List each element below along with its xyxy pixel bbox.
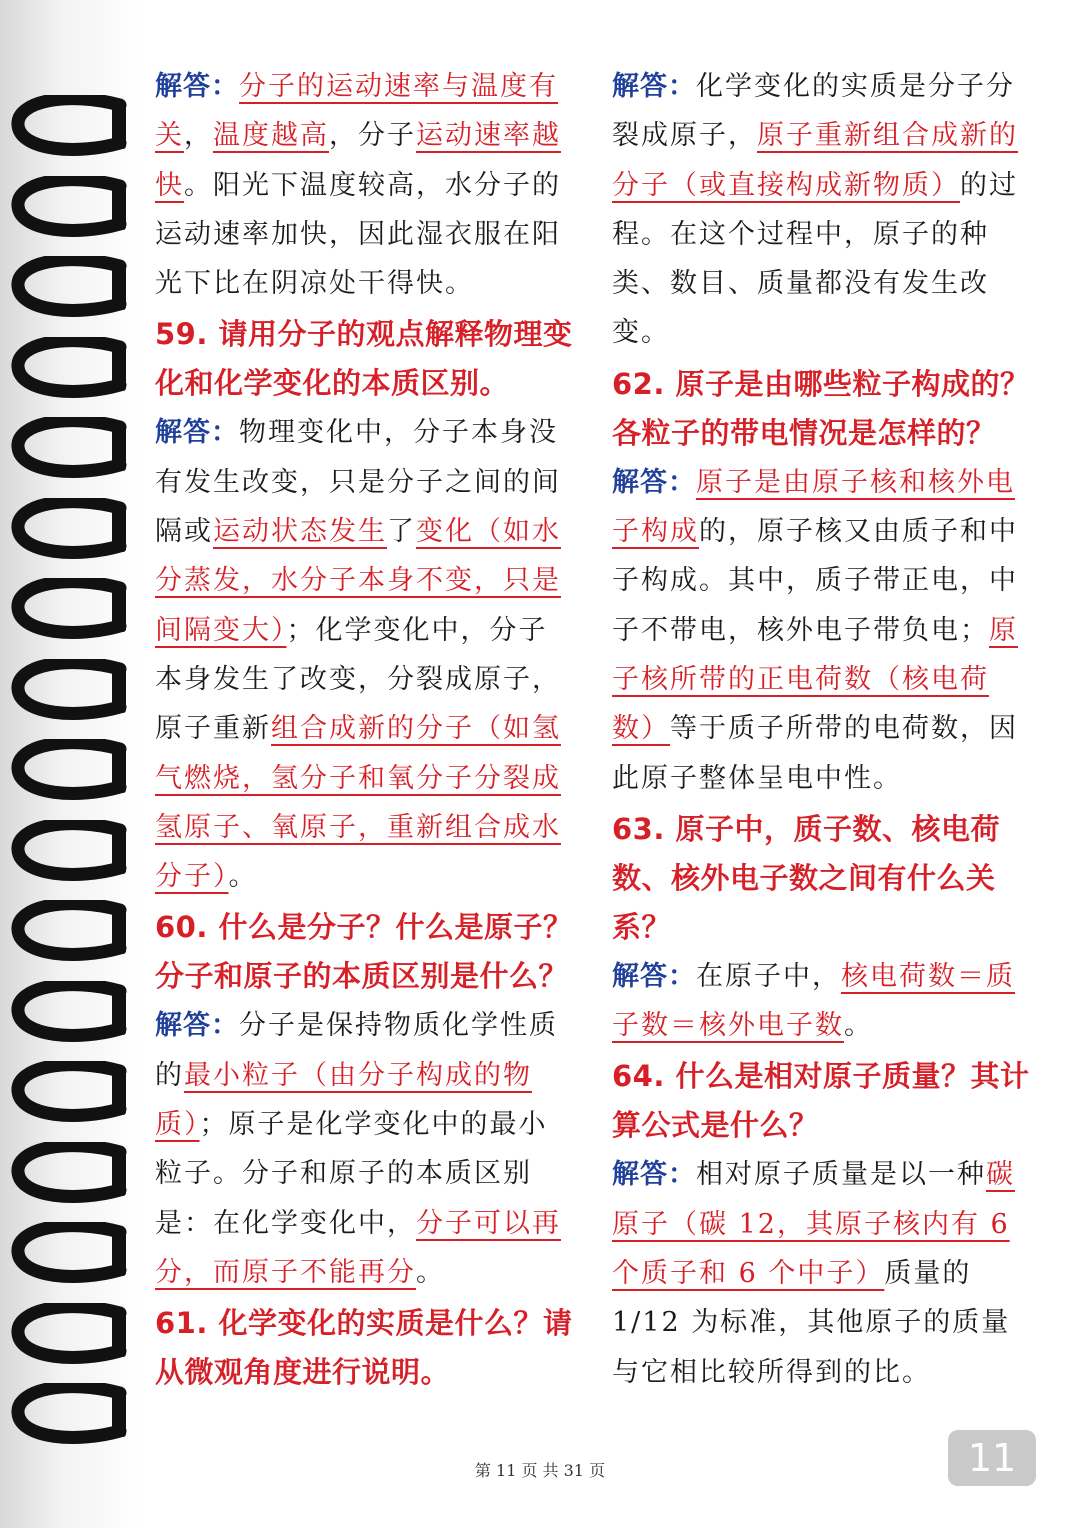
binding-ring xyxy=(8,1142,128,1208)
answer-60 xyxy=(155,1001,573,1297)
highlighted-text: 碳原子（碳 12，其原子核内有 6 个质子和 6 个中子） xyxy=(612,1159,1015,1290)
binding-ring xyxy=(8,820,128,886)
binding-ring xyxy=(8,981,128,1047)
answer-body xyxy=(612,71,1018,348)
highlighted-text: 运动速率越快 xyxy=(155,120,561,201)
highlighted-text: 原子是由原子核和核外电子构成 xyxy=(612,466,1015,548)
answer-58 xyxy=(155,62,573,308)
answer-body xyxy=(155,417,561,892)
answer-text: 质量的 1/12 为标准，其他原子的质量与它相比较所得到的比。 xyxy=(612,1258,1011,1388)
answer-text: 。 xyxy=(844,1010,873,1042)
answer-63 xyxy=(612,952,1030,1051)
highlighted-text: 温度越高 xyxy=(213,120,329,152)
answer-text: ；化学变化中，分子本身发生了改变，分裂成原子，原子重新 xyxy=(155,614,561,745)
highlighted-text: 运动状态发生 xyxy=(213,516,387,548)
answer-label: 解答： xyxy=(155,1010,239,1042)
answer-body xyxy=(612,467,1018,794)
question-63: 63. 原子中，质子数、核电荷数、核外电子数之间有什么关系？ xyxy=(612,811,1000,944)
answer-text: 等于质子所带的电荷数，因此原子整体呈电中性。 xyxy=(612,713,1018,794)
question-62: 62. 原子是由哪些粒子构成的？各粒子的带电情况是怎样的？ xyxy=(612,366,1030,450)
question-60: 60. 什么是分子？什么是原子？分子和原子的本质区别是什么？ xyxy=(155,910,573,994)
page-footer: 第 11 页 共 31 页 xyxy=(474,1461,606,1480)
answer-label: 解答： xyxy=(612,71,696,102)
answer-text: 。阳光下温度较高，水分子的运动速率加快，因此湿衣服在阳光下比在阴凉处干得快。 xyxy=(155,169,561,300)
question-61: 61. 化学变化的实质是什么？请从微观角度进行说明。 xyxy=(155,1306,573,1390)
answer-text: 化学变化的实质是分子分裂成原子， xyxy=(612,71,1015,152)
answer-text: ；原子是化学变化中的最小粒子。分子和原子的本质区别是：在化学变化中， xyxy=(155,1109,548,1239)
binding-ring xyxy=(8,95,128,161)
binding-ring xyxy=(8,176,128,242)
answer-59 xyxy=(155,408,573,901)
answer-body xyxy=(155,71,561,299)
binding-ring xyxy=(8,417,128,483)
binding-ring xyxy=(8,1383,128,1449)
answer-label: 解答： xyxy=(155,417,239,449)
highlighted-text: 分子可以再分，而原子不能再分 xyxy=(155,1207,561,1288)
binding-ring xyxy=(8,1222,128,1288)
answer-text: 物理变化中，分子本身没有发生改变，只是分子之间的间隔或 xyxy=(155,417,561,548)
binding-ring xyxy=(8,498,128,564)
answer-text: 了 xyxy=(387,516,416,548)
answer-text: 分子是保持物质化学性质的 xyxy=(155,1010,558,1091)
left-column xyxy=(155,62,573,1397)
answer-text: 的，原子核又由质子和中子构成。其中，质子带正电，中子不带电，核外电子带负电； xyxy=(612,516,1018,646)
answer-text: ， xyxy=(184,120,213,152)
highlighted-text: 原子重新组合成新的分子（或直接构成新物质） xyxy=(612,120,1018,201)
right-column xyxy=(612,62,1030,1399)
answer-62 xyxy=(612,458,1030,803)
page-number-badge: 11 xyxy=(948,1430,1036,1486)
answer-label: 解答： xyxy=(612,960,696,992)
binding-ring xyxy=(8,578,128,644)
answer-64 xyxy=(612,1150,1030,1396)
answer-text: 。 xyxy=(416,1256,445,1288)
highlighted-text: 分子的运动速率与温度有关 xyxy=(155,71,558,152)
binding-ring xyxy=(8,900,128,966)
answer-label: 解答： xyxy=(612,1159,696,1191)
question-59: 59. 请用分子的观点解释物理变化和化学变化的本质区别。 xyxy=(155,317,573,401)
question-64: 64. 什么是相对原子质量？其计算公式是什么？ xyxy=(612,1059,1030,1143)
highlighted-text: 原子核所带的正电荷数（核电荷数） xyxy=(612,614,1018,745)
answer-61 xyxy=(612,62,1030,358)
answer-text: 相对原子质量是以一种 xyxy=(696,1159,986,1191)
answer-text: 。 xyxy=(228,861,258,893)
answer-text: 在原子中， xyxy=(696,960,841,992)
binding-ring xyxy=(8,1061,128,1127)
highlighted-text: 核电荷数＝质子数＝核外电子数 xyxy=(612,960,1015,1042)
highlighted-text: 组合成新的分子（如氢气燃烧，氢分子和氧分子分裂成氢原子、氧原子，重新组合成水分子） xyxy=(155,713,561,893)
answer-text: ，分子 xyxy=(329,120,416,152)
answer-label: 解答： xyxy=(155,71,239,102)
binding-ring xyxy=(8,659,128,725)
highlighted-text: 最小粒子（由分子构成的物质） xyxy=(155,1059,532,1141)
binding-ring xyxy=(8,337,128,403)
binding-ring xyxy=(8,739,128,805)
answer-body xyxy=(612,1159,1015,1387)
answer-body xyxy=(155,1010,561,1287)
binding-ring xyxy=(8,256,128,322)
binding-ring xyxy=(8,1303,128,1369)
answer-label: 解答： xyxy=(612,466,696,498)
answer-text: 的过程。在这个过程中，原子的种类、数目、质量都没有发生改变。 xyxy=(612,169,1018,349)
spiral-binding xyxy=(0,95,140,1475)
highlighted-text: 变化（如水分蒸发，水分子本身不变，只是间隔变大） xyxy=(155,516,561,646)
